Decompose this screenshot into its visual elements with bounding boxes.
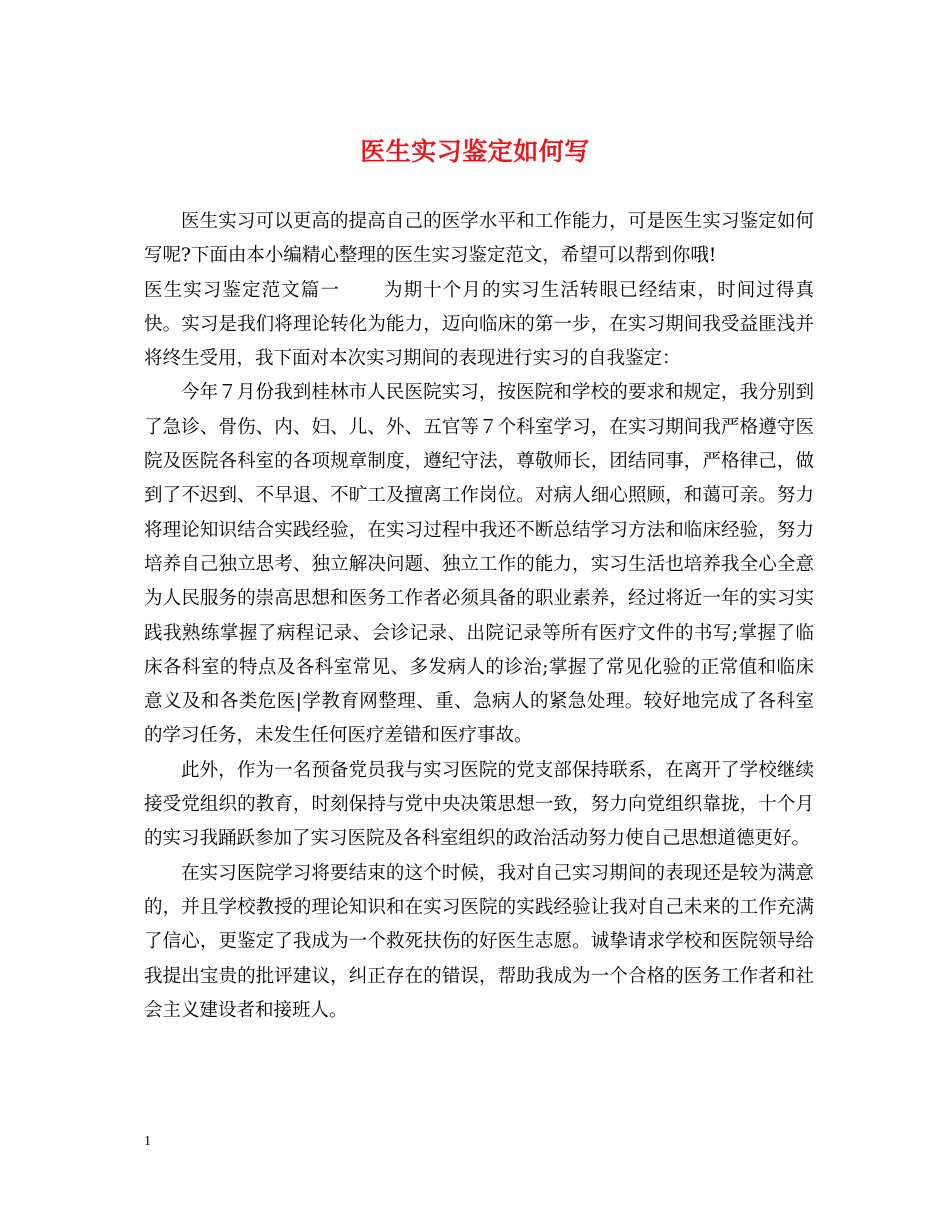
intro-paragraph: 医生实习可以更高的提高自己的医学水平和工作能力，可是医生实习鉴定如何写呢?下面由本小编精心整理的医生实习鉴定范文，希望可以帮到你哦! (144, 211, 814, 267)
document-body (144, 205, 814, 1028)
page-number: 1 (144, 1134, 151, 1149)
body-paragraph-3: 在实习医院学习将要结束的这个时候，我对自己实习期间的表现还是较为满意的，并且学校教授的理论知识和在实习医院的实践经验让我对自己未来的工作充满了信心，更鉴定了我成为一个救死扶伤的好医生志愿。诚挚请求学校和医院领导给我提出宝贵的批评建议，纠正存在的错误，帮助我成为一个合格的医务工作者和社会主义建设者和接班人。 (144, 862, 814, 1021)
sample-heading: 医生实习鉴定范文篇一 (144, 279, 340, 301)
sample-paragraph (144, 274, 814, 377)
sample-intro-text: 为期十个月的实习生活转眼已经结束，时间过得真快。实习是我们将理论转化为能力，迈向临床的第一步，在实习期间我受益匪浅并将终生受用，我下面对本次实习期间的表现进行实习的自我鉴定： (144, 279, 814, 370)
body-paragraph-2: 此外，作为一名预备党员我与实习医院的党支部保持联系，在离开了学校继续接受党组织的教育，时刻保持与党中央决策思想一致，努力向党组织靠拢，十个月的实习我踊跃参加了实习医院及各科室组织的政治活动努力使自己思想道德更好。 (144, 759, 814, 850)
body-paragraph-1: 今年７月份我到桂林市人民医院实习，按医院和学校的要求和规定，我分别到了急诊、骨伤、内、妇、儿、外、五官等７个科室学习，在实习期间我严格遵守医院及医院各科室的各项规章制度，遵纪守法，尊敬师长，团结同事，严格律己，做到了不迟到、不早退、不旷工及擅离工作岗位。对病人细心照顾，和蔼可亲。努力将理论知识结合实践经验，在实习过程中我还不断总结学习方法和临床经验，努力培养自己独立思考、独立解决问题、独立工作的能力，实习生活也培养我全心全意为人民服务的崇高思想和医务工作者必须具备的职业素养，经过将近一年的实习实践我熟练掌握了病程记录、会诊记录、出院记录等所有医疗文件的书写;掌握了临床各科室的特点及各科室常见、多发病人的诊治;掌握了常见化验的正常值和临床意义及和各类危医|学教育网整理、重、急病人的紧急处理。较好地完成了各科室的学习任务，未发生任何医疗差错和医疗事故。 (144, 382, 814, 747)
document-title: 医生实习鉴定如何写 (360, 137, 590, 166)
